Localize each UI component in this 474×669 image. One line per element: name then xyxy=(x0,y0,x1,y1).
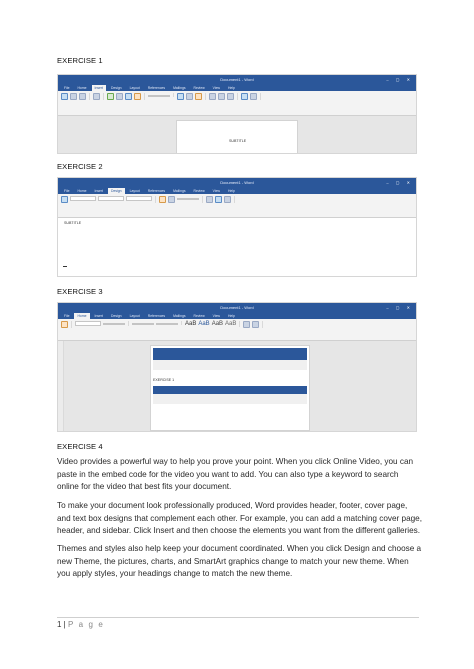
paragraph-line: online for the video that best fits your document. xyxy=(57,482,232,492)
paragraph-1 xyxy=(57,456,419,494)
document-canvas xyxy=(58,116,416,154)
tab-layout[interactable]: Layout xyxy=(129,86,140,90)
tab-design[interactable]: Design xyxy=(108,188,125,194)
tab-review[interactable]: Review xyxy=(193,314,205,318)
ribbon-group-page-background xyxy=(206,196,235,203)
colors-icon[interactable] xyxy=(159,196,166,203)
style-set-gallery[interactable] xyxy=(98,196,124,201)
exercise-1-screenshot xyxy=(57,74,417,154)
style-preview[interactable]: AaB xyxy=(211,321,224,327)
paste-icon[interactable] xyxy=(61,321,68,328)
document-page[interactable] xyxy=(176,120,298,154)
ribbon-group-pages xyxy=(61,93,90,100)
tab-references[interactable]: References xyxy=(147,314,166,318)
tab-mailings[interactable]: Mailings xyxy=(173,189,186,193)
tab-references[interactable]: References xyxy=(147,86,166,90)
exercise-4-heading: EXERCISE 4 xyxy=(57,442,103,451)
tab-home[interactable]: Home xyxy=(77,86,87,90)
ribbon-group-font xyxy=(75,321,129,326)
paragraph-row[interactable] xyxy=(156,323,178,325)
font-name-box[interactable] xyxy=(75,321,101,326)
window-controls: – ▢ ✕ xyxy=(386,305,413,310)
tab-home[interactable]: Home xyxy=(77,189,87,193)
style-preview[interactable]: AaB xyxy=(198,321,210,327)
tab-mailings[interactable]: Mailings xyxy=(173,86,186,90)
word-titlebar xyxy=(58,303,416,312)
ribbon-group-document-formatting xyxy=(159,196,203,203)
tab-help[interactable]: Help xyxy=(227,314,235,318)
page-number-icon[interactable] xyxy=(227,93,234,100)
ribbon-group-styles xyxy=(185,321,240,327)
page-color-icon[interactable] xyxy=(215,196,222,203)
tab-view[interactable]: View xyxy=(212,86,220,90)
smartart-icon[interactable] xyxy=(125,93,132,100)
paragraph-line: paste in the embed code for the video you want to add. You can also type a keyword to search xyxy=(57,469,399,479)
paragraph-3 xyxy=(57,543,422,581)
chart-icon[interactable] xyxy=(134,93,141,100)
page-text: SUBTITLE xyxy=(229,139,247,143)
paragraph-line: you apply styles, your headings change to match the new theme. xyxy=(57,569,293,579)
page-footer xyxy=(57,620,104,629)
footer-divider xyxy=(57,617,419,618)
style-preview[interactable]: AaB xyxy=(185,321,197,327)
vertical-ruler xyxy=(58,341,64,432)
pictures-icon[interactable] xyxy=(107,93,114,100)
tab-references[interactable]: References xyxy=(147,189,166,193)
ribbon-group-header-footer xyxy=(209,93,238,100)
paragraph-line: and text box designs that complement each other. For example, you can add a matching cover page, xyxy=(57,513,423,523)
wordart-icon[interactable] xyxy=(250,93,257,100)
ribbon-group-tables xyxy=(93,93,104,100)
ribbon-tabs xyxy=(58,84,416,91)
word-titlebar xyxy=(58,75,416,84)
paragraph-row[interactable] xyxy=(132,323,154,325)
tab-design[interactable]: Design xyxy=(111,314,122,318)
tab-help[interactable]: Help xyxy=(227,86,235,90)
style-set-gallery[interactable] xyxy=(70,196,96,201)
window-title: Document1 - Word xyxy=(220,179,254,185)
tab-view[interactable]: View xyxy=(212,314,220,318)
embedded-screenshot xyxy=(153,348,307,360)
exercise-1-heading: EXERCISE 1 xyxy=(57,56,103,65)
themes-icon[interactable] xyxy=(61,196,68,203)
paragraph-line: Video provides a powerful way to help you prove your point. When you click Online Video, you can xyxy=(57,457,414,466)
page-break-icon[interactable] xyxy=(79,93,86,100)
paragraph-line: header, and sidebar. Click Insert and then choose the elements you want from the different galleries. xyxy=(57,526,421,536)
paragraph-line: new Theme, the pictures, charts, and SmartArt graphics change to match your new theme. When xyxy=(57,556,409,566)
embedded-screenshot-2 xyxy=(153,386,307,394)
tab-insert[interactable]: Insert xyxy=(92,85,106,91)
tab-home[interactable]: Home xyxy=(74,313,89,319)
ribbon xyxy=(58,91,416,116)
exercise-2-screenshot xyxy=(57,177,417,277)
window-controls: – ▢ ✕ xyxy=(386,77,413,82)
ribbon-group-media xyxy=(177,93,206,100)
exercise-3-screenshot xyxy=(57,302,417,432)
ribbon-group-themes xyxy=(61,196,156,203)
ribbon-group-editing xyxy=(243,321,263,328)
embedded-ribbon-2 xyxy=(153,394,307,404)
page-text: EXERCISE 1 xyxy=(153,378,175,382)
ribbon-tabs xyxy=(58,187,416,194)
addins-row[interactable] xyxy=(148,95,170,97)
window-title: Document1 - Word xyxy=(220,304,254,310)
fonts-icon[interactable] xyxy=(168,196,175,203)
ribbon-group-paragraph xyxy=(132,321,182,325)
shapes-icon[interactable] xyxy=(116,93,123,100)
paragraph-line: Themes and styles also help keep your document coordinated. When you click Design and choose a xyxy=(57,544,422,553)
document-canvas xyxy=(58,341,416,432)
footer-icon[interactable] xyxy=(218,93,225,100)
page-text: SUBTITLE xyxy=(64,221,82,225)
ribbon xyxy=(58,319,416,341)
page-borders-icon[interactable] xyxy=(224,196,231,203)
ribbon-group-text xyxy=(241,93,261,100)
ribbon-group-clipboard xyxy=(61,321,72,328)
tab-insert[interactable]: Insert xyxy=(94,189,103,193)
header-icon[interactable] xyxy=(209,93,216,100)
tab-file[interactable]: File xyxy=(64,189,70,193)
paragraph-line: To make your document look professionally produced, Word provides header, footer, cover page, xyxy=(57,501,408,510)
font-format-row[interactable] xyxy=(103,323,125,325)
word-titlebar xyxy=(58,178,416,187)
online-video-icon[interactable] xyxy=(177,93,184,100)
tab-design[interactable]: Design xyxy=(111,86,122,90)
ribbon-tabs xyxy=(58,312,416,319)
exercise-3-heading: EXERCISE 3 xyxy=(57,287,103,296)
table-icon[interactable] xyxy=(93,93,100,100)
tab-view[interactable]: View xyxy=(212,189,220,193)
text-cursor xyxy=(63,266,67,267)
tab-insert[interactable]: Insert xyxy=(94,314,103,318)
window-title: Document1 - Word xyxy=(220,76,254,82)
style-set-gallery[interactable] xyxy=(126,196,152,201)
page-number: 1 xyxy=(57,620,62,629)
paragraph-2 xyxy=(57,500,423,538)
ribbon-group-illustrations xyxy=(107,93,145,100)
document-page[interactable] xyxy=(150,345,310,431)
tab-review[interactable]: Review xyxy=(193,86,205,90)
page-label: P a g e xyxy=(67,620,105,629)
tab-review[interactable]: Review xyxy=(193,189,205,193)
tab-mailings[interactable]: Mailings xyxy=(173,314,186,318)
tab-layout[interactable]: Layout xyxy=(129,314,140,318)
blank-page-icon[interactable] xyxy=(70,93,77,100)
replace-icon[interactable] xyxy=(252,321,259,328)
watermark-icon[interactable] xyxy=(206,196,213,203)
cover-page-icon[interactable] xyxy=(61,93,68,100)
tab-help[interactable]: Help xyxy=(227,189,235,193)
tab-file[interactable]: File xyxy=(64,86,70,90)
text-box-icon[interactable] xyxy=(241,93,248,100)
find-icon[interactable] xyxy=(243,321,250,328)
document-canvas xyxy=(58,218,416,277)
style-preview[interactable]: AaB xyxy=(225,321,237,327)
paragraph-spacing-row[interactable] xyxy=(177,198,199,200)
embedded-ribbon xyxy=(153,360,307,370)
exercise-2-heading: EXERCISE 2 xyxy=(57,162,103,171)
ribbon xyxy=(58,194,416,218)
tab-file[interactable]: File xyxy=(64,314,70,318)
comment-icon[interactable] xyxy=(195,93,202,100)
link-icon[interactable] xyxy=(186,93,193,100)
window-controls: – ▢ ✕ xyxy=(386,180,413,185)
footer-separator: | xyxy=(61,620,68,629)
tab-layout[interactable]: Layout xyxy=(129,189,140,193)
ribbon-group-addins xyxy=(148,93,174,97)
